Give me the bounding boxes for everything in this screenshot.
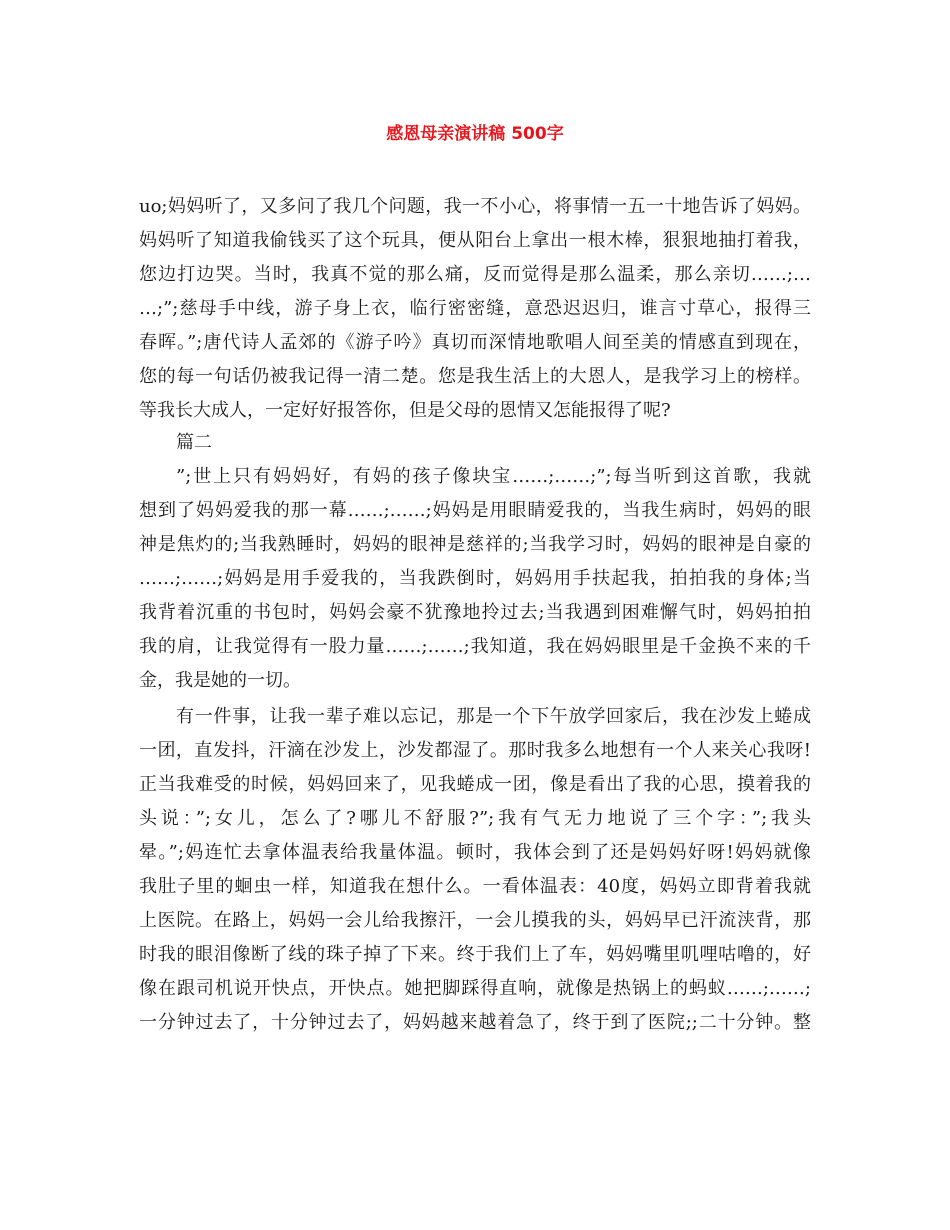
text-line: ……;……;妈妈是用手爱我的，当我跌倒时，妈妈用手扶起我，拍拍我的身体;当	[139, 568, 811, 589]
text-line: 等我长大成人，一定好好报答你，但是父母的恩情又怎能报得了呢?	[139, 400, 671, 421]
text-line: 时我的眼泪像断了线的珠子掉了下来。终于我们上了车，妈妈嘴里叽哩咕噜的，好	[139, 944, 811, 965]
text-line: 您边打边哭。当时，我真不觉的那么痛，反而觉得是那么温柔，那么亲切……;…	[139, 264, 811, 285]
text-line: 金，我是她的一切。	[139, 670, 301, 691]
text-line: 头说：”;女儿，怎么了?哪儿不舒服?”;我有气无力地说了三个字：”;我头	[139, 808, 811, 829]
text-line: uo;妈妈听了，又多问了我几个问题，我一不小心，将事情一五一十地告诉了妈妈。	[139, 196, 811, 217]
text-line: 春晖。”;唐代诗人孟郊的《游子吟》真切而深情地歌唱人间至美的情感直到现在，	[139, 332, 811, 353]
text-line: ”;世上只有妈妈好，有妈的孩子像块宝……;……;”;每当听到这首歌，我就	[176, 466, 811, 487]
text-line: 晕。”;妈连忙去拿体温表给我量体温。顿时，我体会到了还是妈妈好呀!妈妈就像	[139, 842, 811, 863]
section-heading: 篇二	[176, 432, 212, 453]
text-line: 有一件事，让我一辈子难以忘记，那是一个下午放学回家后，我在沙发上蜷成	[176, 706, 811, 727]
document-title: 感恩母亲演讲稿 500字	[386, 124, 564, 144]
text-line: 神是焦灼的;当我熟睡时，妈妈的眼神是慈祥的;当我学习时，妈妈的眼神是自豪的	[139, 534, 811, 555]
text-line: 我背着沉重的书包时，妈妈会豪不犹豫地拎过去;当我遇到困难懈气时，妈妈拍拍	[139, 602, 811, 623]
text-line: 我肚子里的蛔虫一样，知道我在想什么。一看体温表：40度，妈妈立即背着我就	[139, 876, 811, 897]
text-line: 您的每一句话仍被我记得一清二楚。您是我生活上的大恩人，是我学习上的榜样。	[139, 366, 811, 387]
text-line: 一分钟过去了，十分钟过去了，妈妈越来越着急了，终于到了医院;;二十分钟。整	[139, 1012, 811, 1033]
text-line: 妈妈听了知道我偷钱买了这个玩具，便从阳台上拿出一根木棒，狠狠地抽打着我，	[139, 230, 811, 251]
text-line: 想到了妈妈爱我的那一幕……;……;妈妈是用眼睛爱我的，当我生病时，妈妈的眼	[139, 500, 811, 521]
text-line: 我的肩，让我觉得有一股力量……;……;我知道，我在妈妈眼里是千金换不来的千	[139, 636, 811, 657]
text-line: 一团，直发抖，汗滴在沙发上，沙发都湿了。那时我多么地想有一个人来关心我呀!	[139, 740, 811, 761]
text-line: …;”;慈母手中线，游子身上衣，临行密密缝，意恐迟迟归，谁言寸草心，报得三	[139, 298, 811, 319]
text-line: 像在跟司机说开快点，开快点。她把脚踩得直响，就像是热锅上的蚂蚁……;……;	[139, 978, 811, 999]
text-line: 上医院。在路上，妈妈一会儿给我擦汗，一会儿摸我的头，妈妈早已汗流浃背，那	[139, 910, 811, 931]
text-line: 正当我难受的时候，妈妈回来了，见我蜷成一团，像是看出了我的心思，摸着我的	[139, 774, 811, 795]
